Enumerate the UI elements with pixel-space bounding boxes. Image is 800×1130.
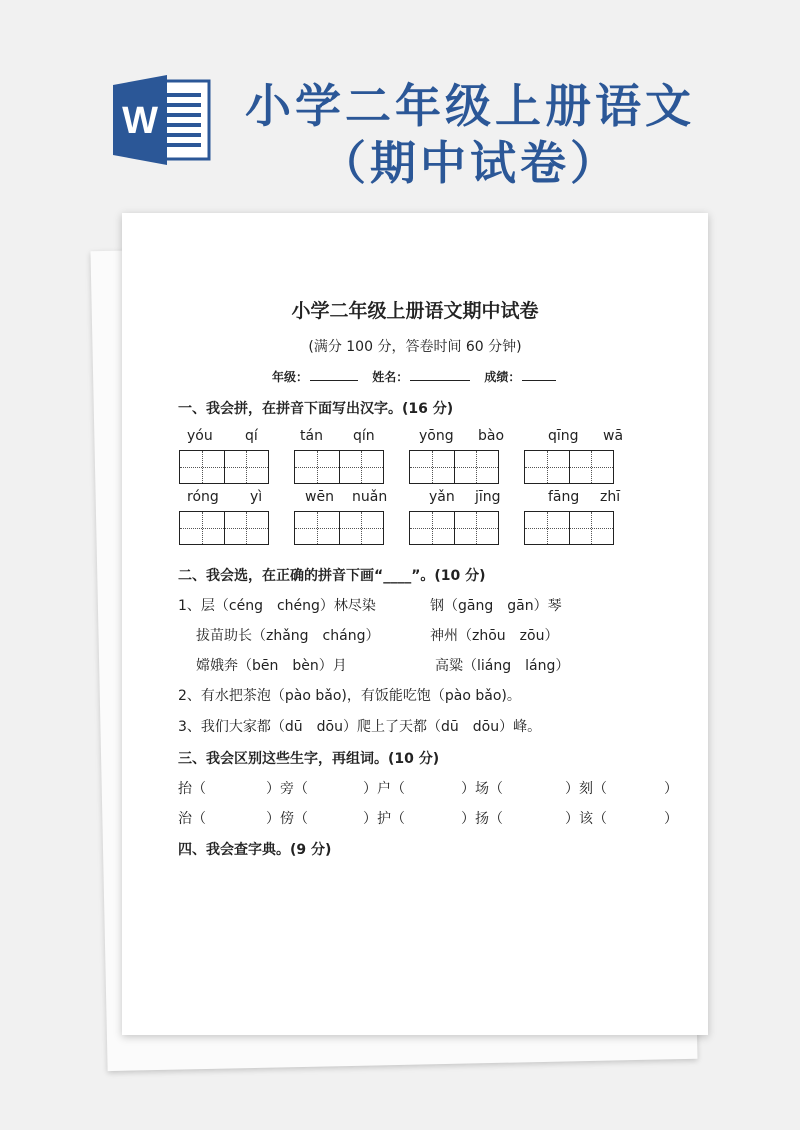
question-line: 2、有水把茶泡（pào bǎo)，有饭能吃饱（pào bǎo)。	[178, 688, 521, 704]
name-blank	[410, 370, 470, 381]
question-line: 1、层（céng chéng）林尽染	[178, 598, 376, 614]
pinyin-label: zhī	[600, 489, 621, 505]
word-row-char: ）该（	[565, 811, 607, 827]
question-line: 钢（gāng gān）琴	[430, 598, 562, 614]
word-row-char: ）旁（	[266, 781, 308, 797]
question-line: 拔苗助长（zhǎng cháng）	[196, 628, 380, 644]
document-page	[122, 213, 708, 1035]
grade-label: 年级：	[272, 370, 309, 384]
pinyin-label: yǎn	[429, 489, 455, 505]
writing-grid[interactable]	[294, 511, 384, 545]
section3-heading: 三、我会区别这些生字，再组词。(10 分)	[178, 751, 440, 767]
pinyin-label: yóu	[187, 428, 213, 444]
score-blank	[522, 370, 556, 381]
pinyin-label: qīng	[548, 428, 579, 444]
word-row-char: ）护（	[363, 811, 405, 827]
word-row-char: ）场（	[461, 781, 503, 797]
banner	[0, 0, 800, 205]
writing-grid[interactable]	[524, 450, 614, 484]
word-doc-icon	[113, 75, 211, 165]
student-info-line	[272, 368, 566, 385]
word-row-char: ）刻（	[565, 781, 607, 797]
grade-blank	[310, 370, 358, 381]
word-row-char: 治（	[178, 811, 206, 827]
writing-grid[interactable]	[409, 450, 499, 484]
pinyin-label: tán	[300, 428, 323, 444]
pinyin-label: nuǎn	[352, 489, 388, 505]
pinyin-label: róng	[187, 489, 219, 505]
writing-grid[interactable]	[524, 511, 614, 545]
writing-grid[interactable]	[294, 450, 384, 484]
word-row-char: ）扬（	[461, 811, 503, 827]
pinyin-label: qín	[353, 428, 375, 444]
section1-heading: 一、我会拼，在拼音下面写出汉字。(16 分)	[178, 401, 454, 417]
pinyin-label: wēn	[305, 489, 334, 505]
score-label: 成绩：	[484, 370, 521, 384]
writing-grid[interactable]	[179, 511, 269, 545]
word-row-char: 抬（	[178, 781, 206, 797]
word-row-char: ）	[664, 811, 678, 827]
banner-title-line2: （期中试卷）	[320, 136, 620, 190]
writing-grid[interactable]	[409, 511, 499, 545]
question-line: 嫦娥奔（bēn bèn）月	[196, 658, 347, 674]
pinyin-label: yì	[250, 489, 263, 505]
question-line: 神州（zhōu zōu）	[430, 628, 559, 644]
question-line: 3、我们大家都（dū dōu）爬上了天都（dū dōu）峰。	[178, 719, 542, 735]
word-logo-letter: W	[122, 100, 158, 142]
question-line: 高粱（liáng láng）	[435, 658, 570, 674]
section2-heading: 二、我会选，在正确的拼音下画“____”。(10 分)	[178, 568, 486, 584]
pinyin-label: bào	[478, 428, 505, 444]
pinyin-label: jīng	[475, 489, 501, 505]
word-row-char: ）	[664, 781, 678, 797]
document-subtitle: (满分 100 分，答卷时间 60 分钟)	[308, 339, 522, 355]
pinyin-label: fāng	[548, 489, 580, 505]
word-row-char: ）户（	[363, 781, 405, 797]
pinyin-label: qí	[245, 428, 258, 444]
pinyin-label: wā	[603, 428, 624, 444]
banner-title-line1: 小学二年级上册语文	[245, 79, 695, 133]
pinyin-label: yōng	[419, 428, 454, 444]
section4-heading: 四、我会查字典。(9 分)	[178, 842, 332, 858]
document-title: 小学二年级上册语文期中试卷	[291, 300, 539, 322]
word-row-char: ）傍（	[266, 811, 308, 827]
name-label: 姓名：	[372, 370, 409, 384]
writing-grid[interactable]	[179, 450, 269, 484]
